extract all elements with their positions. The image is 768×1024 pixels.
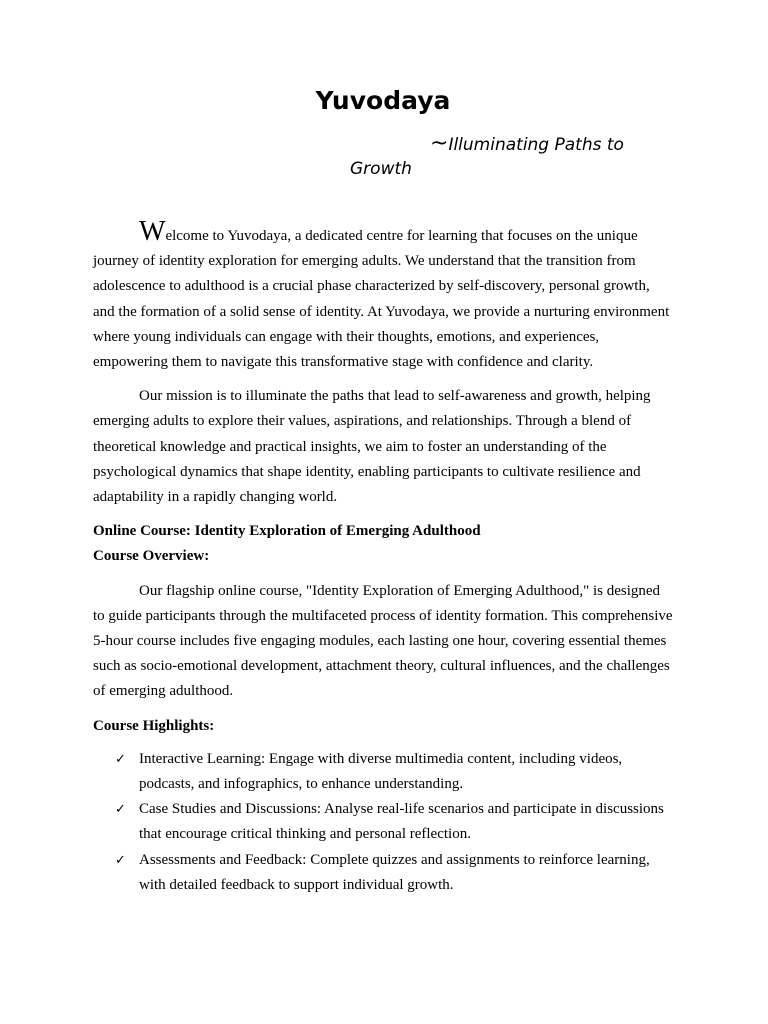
list-item: [93, 747, 673, 797]
course-heading: Online Course: Identity Exploration of Emerging Adulthood: [93, 523, 481, 540]
checkmark-icon: ✓: [115, 802, 126, 818]
tagline-line-2: Growth: [350, 159, 412, 179]
highlight-text: Interactive Learning: Engage with diverse multimedia content, including videos, podcasts, and infographics, to enhance understanding.: [139, 750, 623, 793]
document-body: [93, 216, 673, 898]
tagline: [93, 132, 673, 181]
highlight-text: Assessments and Feedback: Complete quizzes and assignments to reinforce learning, with detailed feedback to support individual growth.: [139, 851, 650, 893]
intro-paragraph-1: [93, 216, 673, 375]
course-overview-heading: Course Overview:: [93, 548, 210, 565]
list-item: [93, 797, 673, 847]
intro-paragraph-1-text: elcome to Yuvodaya, a dedicated centre for learning that focuses on the unique journey of identity exploration for emerging adults. We understand that the transition from adolescence to adulthood is a crucial phase characterized by self-discovery, personal growth, and the formation of a solid sense of identity. At Yuvodaya, we provide a nurturing environment where young individuals can engage with their thoughts, emotions, and experiences, empowering them to navigate this transformative stage with confidence and clarity.: [93, 228, 670, 371]
checkmark-icon: ✓: [115, 751, 126, 767]
tilde-symbol: ~: [430, 131, 449, 156]
intro-paragraph-2: Our mission is to illuminate the paths that lead to self-awareness and growth, helping emerging adults to explore their values, aspirations, and relationships. Through a blend of theoretical knowledge and practical insights, we aim to foster an understanding of the psychological dynamics that shape identity, enabling participants to cultivate resilience and adaptability in a rapidly changing world.: [93, 388, 651, 506]
tagline-line-1: [93, 132, 673, 157]
page-title: Yuvodaya: [315, 86, 451, 115]
course-highlights-heading: Course Highlights:: [93, 717, 215, 734]
course-overview-paragraph: Our flagship online course, "Identity Exploration of Emerging Adulthood," is designed to guide participants through the multifaceted process of identity formation. This comprehensive 5-hour course includes five engaging modules, each lasting one hour, covering essential themes such as socio-emotional development, attachment theory, cultural influences, and the challenges of emerging adulthood.: [93, 582, 673, 700]
highlight-text: Case Studies and Discussions: Analyse real-life scenarios and participate in discussions that encourage critical thinking and personal reflection.: [139, 801, 664, 843]
tagline-text-1: Illuminating Paths to: [448, 135, 624, 155]
drop-cap-letter: W: [139, 216, 166, 247]
list-item: [93, 848, 673, 898]
checkmark-icon: ✓: [115, 852, 126, 868]
course-highlights-list: [93, 747, 673, 898]
